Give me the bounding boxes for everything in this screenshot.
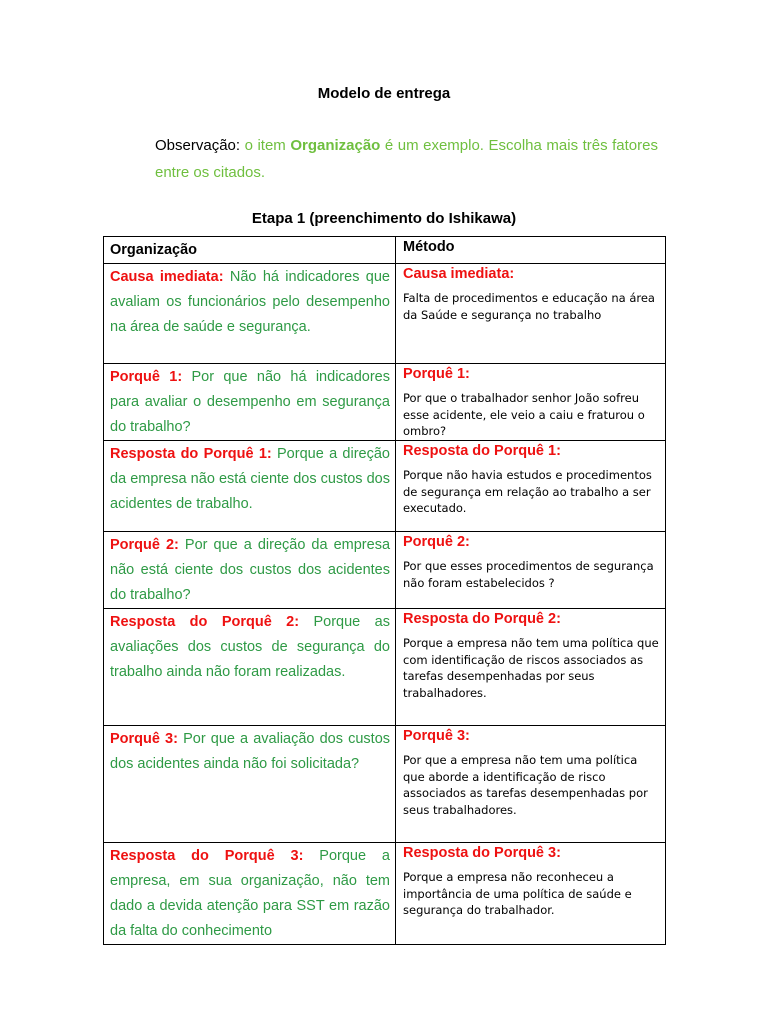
right-cell bbox=[396, 532, 666, 609]
table-row bbox=[104, 264, 666, 364]
table-row bbox=[104, 532, 666, 609]
cell-text: Por que a direção da empresa não está ciente dos custos dos acidentes do trabalho? bbox=[110, 537, 391, 603]
cell-text: Porque as avaliações dos custos de segurança do trabalho ainda não foram realizadas. bbox=[110, 614, 390, 680]
cell-label: Resposta do Porquê 1: bbox=[403, 443, 561, 459]
cell-text: Porque a empresa não tem uma política que com identificação de riscos associados as tarefas desempenhadas por seus trabalhadores. bbox=[403, 636, 659, 700]
page-title: Modelo de entrega bbox=[317, 85, 451, 102]
section-heading: Etapa 1 (preenchimento do Ishikawa) bbox=[251, 210, 517, 227]
cell-text: Falta de procedimentos e educação na área da Saúde e segurança no trabalho bbox=[403, 291, 655, 322]
cell-text: Porque a direção da empresa não está ciente dos custos dos acidentes de trabalho. bbox=[110, 446, 390, 512]
table-row bbox=[104, 364, 666, 441]
cell-text: Não há indicadores que avaliam os funcionários pelo desempenho na área de saúde e segurança. bbox=[110, 269, 390, 335]
cell-text: Por que o trabalhador senhor João sofreu esse acidente, ele veio a caiu e fraturou o ombro? bbox=[403, 391, 645, 438]
cell-label: Causa imediata: bbox=[403, 266, 515, 282]
cell-label: Resposta do Porquê 2: bbox=[403, 611, 561, 627]
table-row bbox=[104, 726, 666, 843]
observation-highlight: Organização bbox=[290, 137, 381, 154]
right-cell bbox=[396, 609, 666, 726]
table-row bbox=[104, 441, 666, 532]
header-cell-organizacao: Organização bbox=[104, 237, 396, 264]
table-header-row bbox=[104, 237, 666, 264]
right-cell bbox=[396, 726, 666, 843]
cell-label: Causa imediata: bbox=[110, 269, 224, 285]
cell-label: Resposta do Porquê 3: bbox=[403, 845, 561, 861]
cell-label: Porquê 3: bbox=[403, 728, 470, 744]
left-cell bbox=[104, 364, 396, 441]
cell-text: Porque não havia estudos e procedimentos de segurança em relação ao trabalho a ser executado. bbox=[403, 468, 652, 515]
left-cell bbox=[104, 726, 396, 843]
cell-label: Porquê 1: bbox=[403, 366, 470, 382]
right-cell bbox=[396, 264, 666, 364]
right-cell bbox=[396, 364, 666, 441]
cell-text: Por que a avaliação dos custos dos acidentes ainda não foi solicitada? bbox=[110, 731, 391, 772]
left-cell bbox=[104, 843, 396, 945]
cell-label: Porquê 1: bbox=[110, 369, 183, 385]
table-row bbox=[104, 609, 666, 726]
cell-label: Porquê 2: bbox=[110, 537, 179, 553]
cell-text: Porque a empresa, em sua organização, não tem dado a devida atenção para SST em razão da falta do conhecimento bbox=[110, 848, 390, 939]
header-cell-metodo: Método bbox=[396, 237, 666, 264]
cell-text: Porque a empresa não reconheceu a importância de uma política de saúde e segurança do trabalhador. bbox=[403, 870, 632, 917]
left-cell bbox=[104, 441, 396, 532]
observation-paragraph bbox=[155, 132, 658, 186]
cell-text: Por que esses procedimentos de segurança não foram estabelecidos ? bbox=[403, 559, 654, 590]
right-cell bbox=[396, 441, 666, 532]
ishikawa-table bbox=[103, 236, 666, 945]
left-cell bbox=[104, 609, 396, 726]
cell-label: Resposta do Porquê 1: bbox=[110, 446, 272, 462]
observation-label: Observação: bbox=[155, 137, 241, 154]
cell-label: Porquê 3: bbox=[110, 731, 178, 747]
cell-text: Por que não há indicadores para avaliar o desempenho em segurança do trabalho? bbox=[110, 369, 390, 435]
cell-text: Por que a empresa não tem uma política que aborde a identificação de risco associados as tarefas desempenhadas por seus trabalhadores. bbox=[403, 753, 648, 817]
left-cell bbox=[104, 532, 396, 609]
observation-text-before: o item bbox=[240, 137, 291, 154]
left-cell bbox=[104, 264, 396, 364]
cell-label: Resposta do Porquê 3: bbox=[110, 848, 304, 864]
table-row bbox=[104, 843, 666, 945]
observation-text-after: é um exemplo. Escolha mais três fatores entre os citados. bbox=[155, 137, 658, 181]
right-cell bbox=[396, 843, 666, 945]
cell-label: Porquê 2: bbox=[403, 534, 470, 550]
cell-label: Resposta do Porquê 2: bbox=[110, 614, 300, 630]
